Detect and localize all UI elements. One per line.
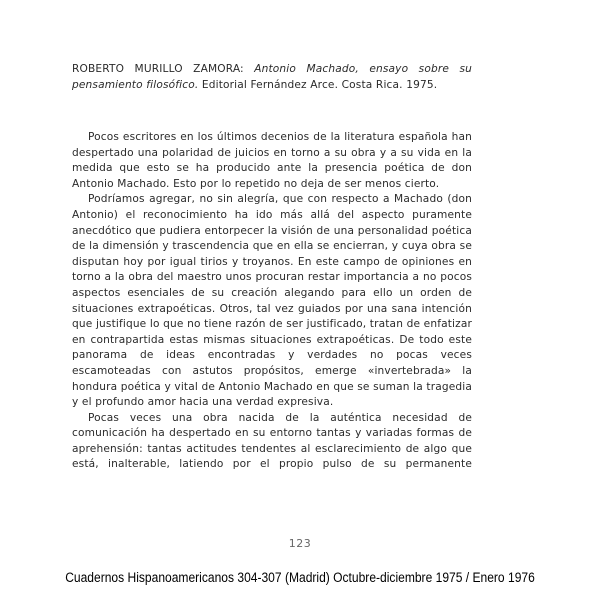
journal-footer: Cuadernos Hispanoamericanos 304-307 (Madrid) Octubre-diciembre 1975 / Enero 1976: [65, 570, 535, 585]
book-reference: [72, 62, 472, 93]
reference-line: [72, 62, 472, 93]
reference-author: ROBERTO MURILLO ZAMORA:: [72, 63, 244, 75]
review-body: [72, 130, 472, 473]
reference-publisher: Editorial Fernández Arce. Costa Rica. 1975.: [201, 78, 438, 91]
paragraph-3: Pocas veces una obra nacida de la auténtica necesidad de comunicación ha despertado en su entorno tantas y variadas formas de aprehensión: tantas actitudes tendentes al esclarecimiento de algo que está, inalterable, latiendo por el propio pulso de su permanente: [72, 411, 472, 471]
paragraph-1: Pocos escritores en los últimos decenios de la literatura española han despertado una polaridad de juicios en torno a su obra y a su vida en la medida que esto se ha producido ante la presencia poética de don Antonio Machado. Esto por lo repetido no deja de ser menos cierto.: [72, 131, 472, 190]
page-number: 123: [288, 537, 312, 550]
reference-title: Antonio Machado, ensayo sobre su pensamiento filosófico.: [72, 63, 472, 91]
paragraph-2: Podríamos agregar, no sin alegría, que con respecto a Machado (don Antonio) el reconocimiento ha ido más allá del aspecto puramente anecdótico que pudiera entorpecer la visión de una personalidad poética de la dimensión y trascendencia que en ella se encierran, y cuya obra se disputan hoy por igual tirios y troyanos. En este campo de opiniones en torno a la obra del maestro unos procuran restar importancia a no pocos aspectos esenciales de su creación alegando para ello un orden de situaciones extrapoéticas. Otros, tal vez guiados por una sana intención que justifique lo que no tiene razón de ser justificado, tratan de enfatizar en contrapartida estas mismas situaciones extrapoéticas. De todo este panorama de ideas encontradas y verdades no pocas veces escamoteadas con astutos propósitos, emerge «invertebrada» la hondura poética y vital de Antonio Machado en que se suman la tragedia y el profundo amor hacia una verdad expresiva.: [72, 193, 472, 409]
